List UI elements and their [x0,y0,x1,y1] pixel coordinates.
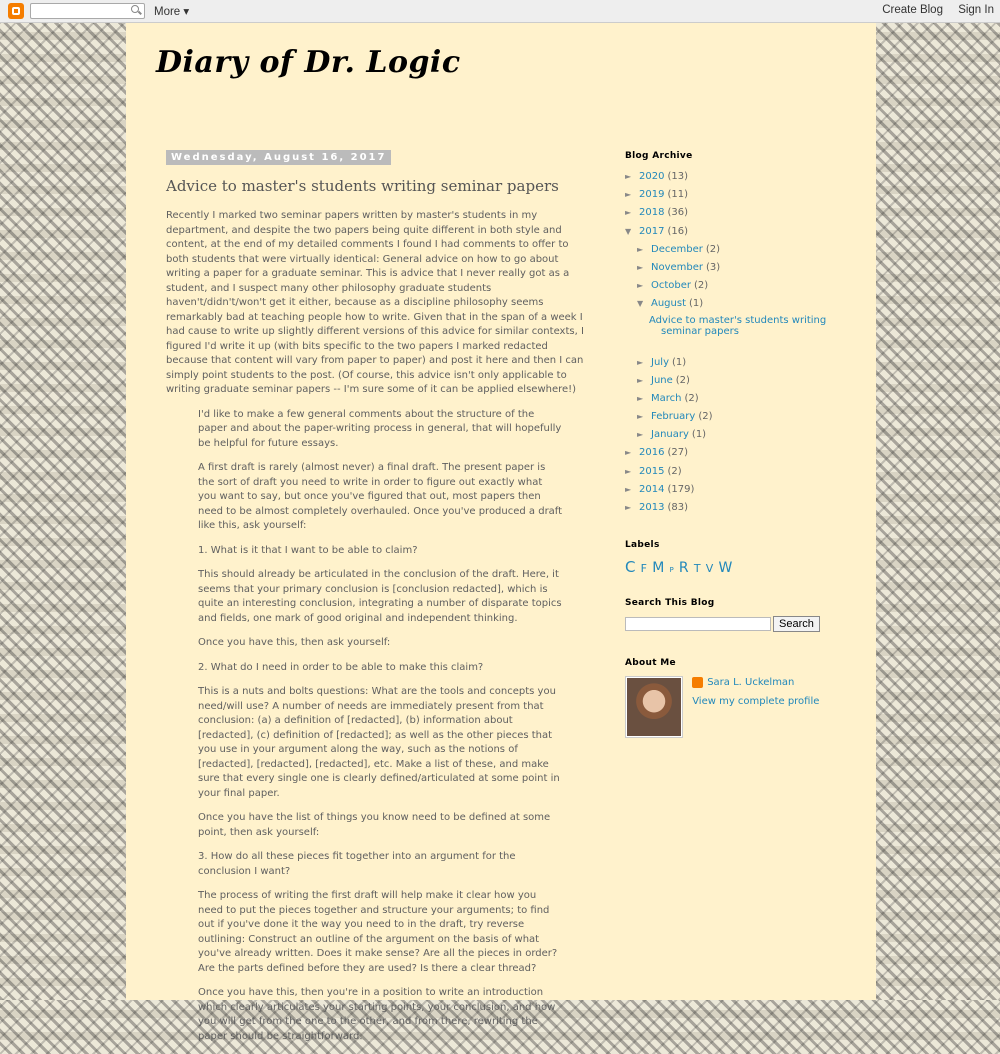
content-outer [126,23,876,1042]
expand-toggle-icon[interactable]: ► [637,393,644,403]
post-blockquote [198,408,563,1045]
archive-year-link[interactable]: 2019 [639,189,665,201]
archive-year-link[interactable]: 2018 [639,207,665,219]
archive-month-row [625,355,845,373]
archive-year-row [625,445,845,463]
post-title[interactable]: Advice to master's students writing seminar papers [166,177,559,195]
archive-month-link[interactable]: March [651,392,682,404]
archive-year-row [625,169,845,187]
quote-paragraph: I'd like to make a few general comments about the structure of the paper and about the paper-writing process in general, that will hopefully be helpful for future essays. [198,408,562,449]
expand-toggle-icon[interactable]: ► [637,281,644,291]
label-link[interactable]: T [693,562,701,576]
archive-count: (36) [667,207,688,219]
archive-month-link[interactable]: December [651,243,703,255]
quote-paragraph: This should already be articulated in the conclusion of the draft. Here, it seems that your primary conclusion is [conclusion redacted], which is quite an interesting conclusion, integrating a number of disparate topics and fields, one mark of good original and independent thinking. [198,569,562,624]
blog-archive-list [625,169,845,518]
archive-month-link[interactable]: August [651,298,686,310]
navbar-search-input[interactable] [30,3,145,19]
sidebar [625,151,845,738]
labels-widget [625,540,845,576]
post-date-header: Wednesday, August 16, 2017 [166,150,391,165]
create-blog-link[interactable]: Create Blog [882,4,943,16]
post-body [166,209,592,1054]
search-widget [625,598,845,632]
archive-month-row [625,278,845,296]
expand-toggle-icon[interactable]: ► [637,412,644,422]
search-icon[interactable] [131,5,141,15]
quote-paragraph: 2. What do I need in order to be able to make this claim? [198,661,484,673]
quote-paragraph: This is a nuts and bolts questions: What are the tools and concepts you need/will use? A number of needs are immediately present from that conclusion: (a) a definition of [redacted], (b) information about [redacted], (c) definition of [redacted]; as well as the other pieces that you use in your argument along the way, such as the notions of [redacted], [redacted], [redacted], etc. Make a list of these, and make sure that every single one is clearly defined/articulated at some point in your final paper. [198,686,560,799]
archive-count: (2) [675,374,690,386]
archive-month-row-open [625,296,845,314]
avatar-image [627,678,681,736]
archive-post-link[interactable]: Advice to master's students writing seminar papers [649,314,827,337]
label-link[interactable]: R [678,560,689,577]
blogger-profile-icon [692,677,703,688]
quote-paragraph: Once you have the list of things you know need to be defined at some point, then ask yourself: [198,812,551,838]
archive-year-link[interactable]: 2020 [639,171,665,182]
expand-toggle-icon[interactable]: ► [637,375,644,385]
expand-toggle-icon[interactable]: ► [625,466,632,476]
sign-in-link[interactable]: Sign In [958,4,994,16]
expand-toggle-icon[interactable]: ► [625,484,632,494]
about-title: About Me [625,658,676,669]
collapse-toggle-icon[interactable]: ▼ [637,299,644,309]
archive-year-link[interactable]: 2013 [639,502,665,513]
quote-paragraph: Once you have this, then you're in a position to write an introduction which clearly articulates your starting points, your conclusion, and how you will get from the one to the other, and from there, rewriting the paper should be straightforward. [198,987,556,1042]
archive-count: (1) [689,298,704,310]
label-link[interactable]: F [640,562,647,576]
archive-count: (1) [671,356,687,368]
search-button[interactable]: Search [773,616,820,632]
archive-month-link[interactable]: October [651,280,692,292]
archive-year-link[interactable]: 2014 [639,483,665,495]
expand-toggle-icon[interactable]: ► [625,503,632,512]
archive-count: (13) [667,171,688,182]
archive-count: (16) [667,225,688,237]
archive-posts [625,315,845,355]
blog-search-input[interactable] [625,617,771,631]
archive-year-row [625,500,845,518]
archive-count: (83) [667,502,688,513]
profile-name-link[interactable]: Sara L. Uckelman [707,677,795,689]
search-title: Search This Blog [625,598,715,609]
expand-toggle-icon[interactable]: ► [625,190,632,200]
archive-month-row [625,427,845,445]
view-profile-link[interactable]: View my complete profile [692,696,820,708]
archive-month-link[interactable]: June [651,374,673,386]
archive-count: (11) [667,189,688,201]
quote-paragraph: 3. How do all these pieces fit together into an argument for the conclusion I want? [198,851,516,877]
quote-paragraph: Once you have this, then ask yourself: [198,637,391,648]
archive-count: (1) [691,429,707,441]
profile-info [692,676,819,707]
archive-count: (2) [705,243,721,255]
archive-month-row [625,409,845,427]
archive-year-row [625,187,845,205]
archive-count: (179) [667,483,695,495]
profile-name-row [692,676,819,690]
label-link[interactable]: C [625,558,636,577]
navbar-right-links [870,4,994,16]
archive-month-row [625,260,845,278]
blogger-logo-icon[interactable] [8,3,24,19]
archive-count: (3) [706,261,721,273]
expand-toggle-icon[interactable]: ► [637,430,644,440]
archive-count: (2) [694,280,709,292]
quote-paragraph: The process of writing the first draft will help make it clear how you need to put the pieces together and structure your arguments; to find out if you've done it the way you need to in the draft, try reverse outlining: Construct an outline of the argument on the basis of what you've already written. Does it make sense? Are all the pieces in order? Are the parts defined before they are used? Is there a clear thread? [198,890,558,974]
archive-month-row [625,242,845,260]
archive-year-row [625,482,845,500]
archive-count: (2) [684,392,699,404]
avatar[interactable] [625,676,683,738]
quote-paragraph: 1. What is it that I want to be able to claim? [198,544,418,556]
label-link[interactable]: M [652,560,665,577]
archive-year-row [625,205,845,223]
more-menu-button[interactable]: More ▾ [154,6,190,18]
expand-toggle-icon[interactable]: ► [625,172,632,181]
labels-cloud [625,558,845,576]
label-link[interactable]: V [705,562,714,576]
about-widget [625,658,845,738]
profile [625,676,845,738]
archive-month-link[interactable]: November [651,261,704,273]
expand-toggle-icon[interactable]: ► [625,448,632,458]
labels-title: Labels [625,540,660,551]
archive-month-link[interactable]: February [651,411,696,423]
archive-year-link[interactable]: 2016 [639,447,665,459]
archive-year-row [625,464,845,482]
archive-count: (27) [667,447,688,459]
collapse-toggle-icon[interactable]: ▼ [625,226,632,236]
archive-month-row [625,391,845,409]
archive-count: (2) [698,411,713,423]
quote-paragraph: A first draft is rarely (almost never) a final draft. The present paper is the sort of draft you need to write in order to figure out exactly what you want to say, but once you've figured that out, most papers then need to be almost completely overhauled. Once you've produced a draft like this, ask yourself: [198,462,563,531]
blog-archive-title: Blog Archive [625,151,693,161]
archive-year-link[interactable]: 2017 [639,225,665,237]
archive-month-link[interactable]: January [651,429,689,441]
archive-year-link[interactable]: 2015 [639,465,665,477]
archive-year-row-open [625,224,845,242]
post-intro-paragraph: Recently I marked two seminar papers written by master's students in my department, and despite the two papers being quite different in both style and content, at the end of my detailed comments I found I had comments to offer to both students that were virtually identical: General advice on how to go about writing a paper for a graduate seminar. This is advice that I never really got as a student, and I suspect many other philosophy graduate students haven't/didn't/won't get it either, because as a discipline philosophy seems remarkably bad at teaching people how to write. Given that in the span of a week I had cause to write up slightly different versions of this advice for similar contexts, I figured I'd write it up (with bits specific to the two papers I marked redacted because that content will vary from paper to paper) and post it here and then I can simply point students to the post. (Of course, this advice isn't only applicable to writing graduate seminar papers -- I'm sure some of it can be applied elsewhere!) [166,210,584,395]
label-link[interactable]: P [669,566,674,575]
archive-month-link[interactable]: July [651,356,669,368]
blog-title[interactable]: Diary of Dr. Logic [156,45,461,80]
expand-toggle-icon[interactable]: ► [637,262,644,272]
blogger-navbar [0,0,1000,23]
expand-toggle-icon[interactable]: ► [625,208,632,218]
archive-month-row [625,373,845,391]
label-link[interactable]: W [718,560,733,577]
archive-count: (2) [667,465,682,477]
expand-toggle-icon[interactable]: ► [637,357,644,367]
expand-toggle-icon[interactable]: ► [637,244,644,254]
